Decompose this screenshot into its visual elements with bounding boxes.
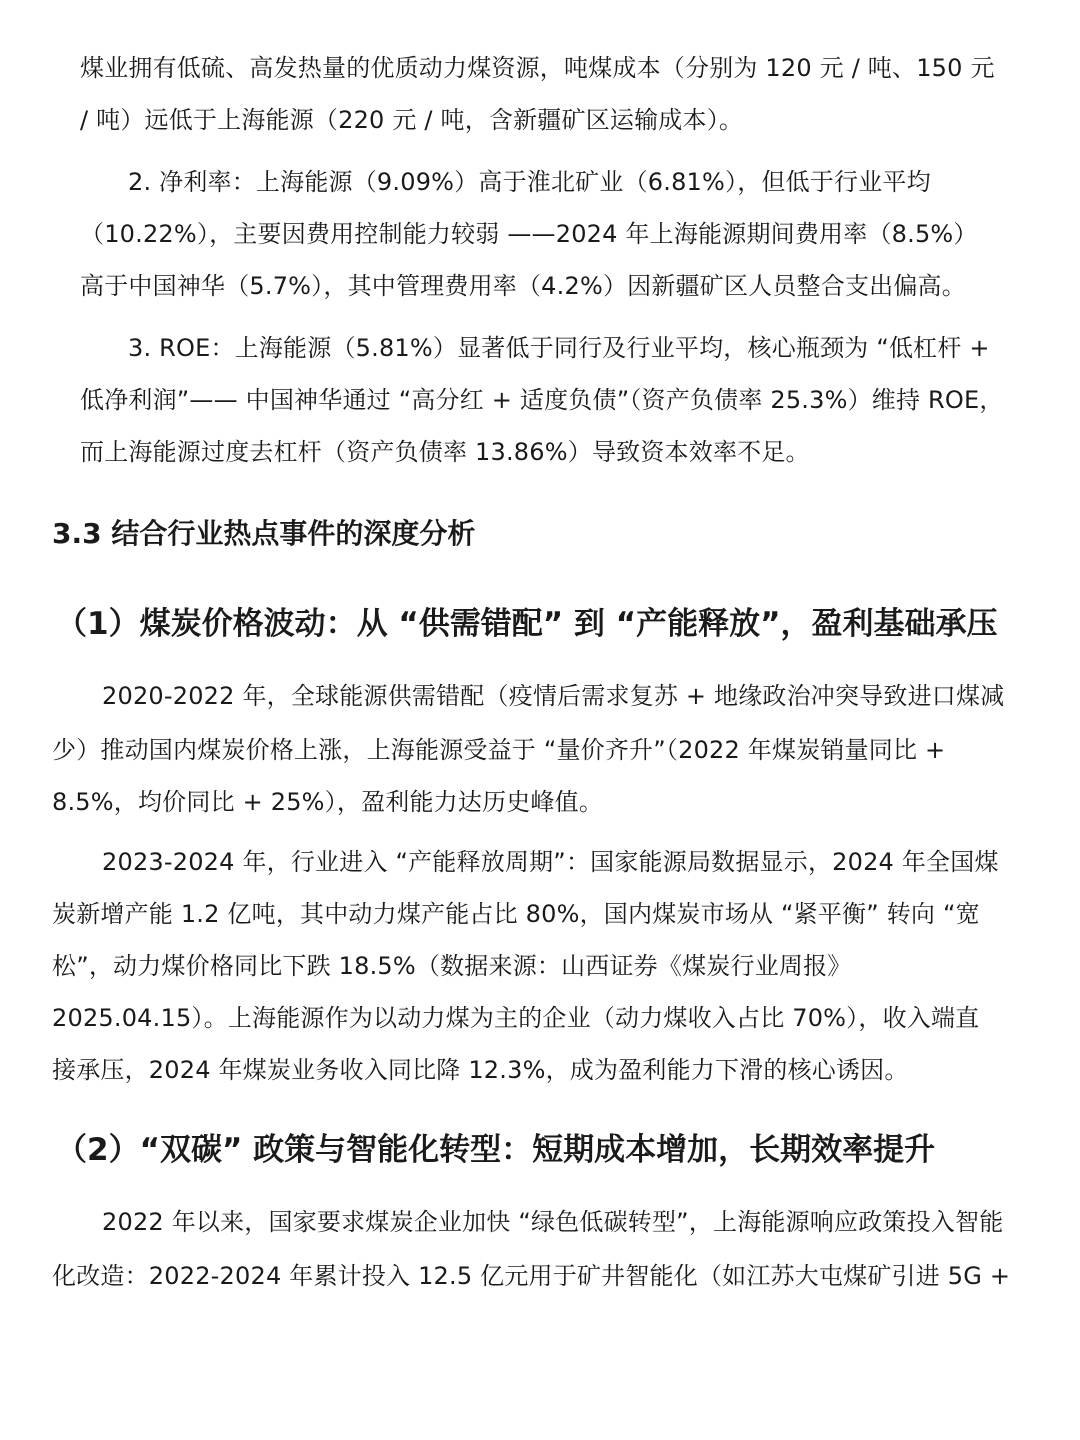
point3-line-1: 3. ROE：上海能源（5.81%）显著低于同行及行业平均，核心瓶颈为 “低杠杆 + [128,334,990,362]
intro-line-2: / 吨）远低于上海能源（220 元 / 吨，含新疆矿区运输成本）。 [80,106,744,134]
sub1-para1-line-1: 2020-2022 年，全球能源供需错配（疫情后需求复苏 + 地缘政治冲突导致进口煤减 [102,682,1005,710]
sub2-para1-line-1: 2022 年以来，国家要求煤炭企业加快 “绿色低碳转型”，上海能源响应政策投入智能 [102,1208,1004,1236]
point2-line-1: 2. 净利率：上海能源（9.09%）高于淮北矿业（6.81%），但低于行业平均 [128,168,931,196]
intro-line-1: 煤业拥有低硫、高发热量的优质动力煤资源，吨煤成本（分别为 120 元 / 吨、150 元 [80,54,995,82]
subsection-2-heading: （2）“双碳” 政策与智能化转型：短期成本增加，长期效率提升 [56,1132,936,1168]
sub1-para2-line-2: 炭新增产能 1.2 亿吨，其中动力煤产能占比 80%，国内煤炭市场从 “紧平衡” 转向 “宽 [52,900,980,928]
subsection-1-heading: （1）煤炭价格波动：从 “供需错配” 到 “产能释放”，盈利基础承压 [56,606,998,642]
section-heading: 3.3 结合行业热点事件的深度分析 [52,517,476,550]
point2-line-2: （10.22%），主要因费用控制能力较弱 ——2024 年上海能源期间费用率（8.5%） [80,220,978,248]
point2-line-3: 高于中国神华（5.7%），其中管理费用率（4.2%）因新疆矿区人员整合支出偏高。 [80,272,966,300]
sub1-para2-line-4: 2025.04.15）。上海能源作为以动力煤为主的企业（动力煤收入占比 70%），收入端直 [52,1004,980,1032]
sub1-para2-line-5: 接承压，2024 年煤炭业务收入同比降 12.3%，成为盈利能力下滑的核心诱因。 [52,1056,909,1084]
sub2-para1-line-2: 化改造：2022-2024 年累计投入 12.5 亿元用于矿井智能化（如江苏大屯煤矿引进 5G + [52,1262,1011,1290]
sub1-para2-line-3: 松”，动力煤价格同比下跌 18.5%（数据来源：山西证券《煤炭行业周报》 [52,952,852,980]
point3-line-3: 而上海能源过度去杠杆（资产负债率 13.86%）导致资本效率不足。 [80,438,810,466]
sub1-para2-line-1: 2023-2024 年，行业进入 “产能释放周期”：国家能源局数据显示，2024 年全国煤 [102,848,999,876]
sub1-para1-line-2: 少）推动国内煤炭价格上涨，上海能源受益于 “量价齐升”（2022 年煤炭销量同比 + [52,736,946,764]
point3-line-2: 低净利润”—— 中国神华通过 “高分红 + 适度负债”（资产负债率 25.3%）维持 ROE， [80,386,1004,414]
sub1-para1-line-3: 8.5%，均价同比 + 25%），盈利能力达历史峰值。 [52,788,604,816]
